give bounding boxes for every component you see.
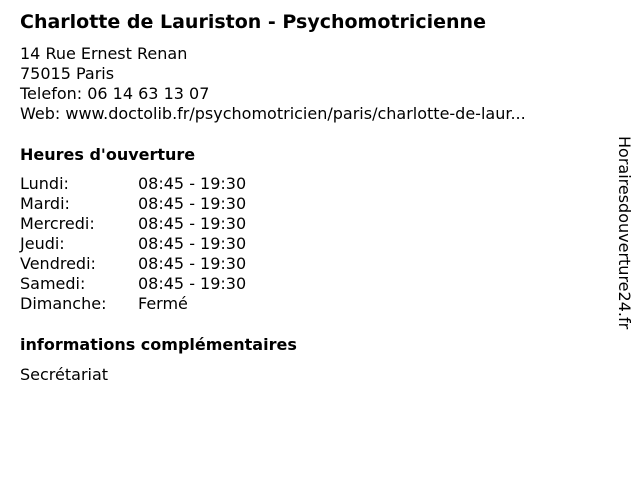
opening-hours-table (20, 174, 246, 314)
phone-number: Telefon: 06 14 63 13 07 (20, 84, 210, 103)
day-label: Samedi: (20, 274, 86, 293)
hours-row (20, 194, 246, 214)
day-hours: 08:45 - 19:30 (138, 214, 247, 233)
hours-row (20, 294, 246, 314)
day-label: Jeudi: (20, 234, 65, 253)
additional-info-heading: informations complémentaires (20, 335, 297, 354)
day-label: Vendredi: (20, 254, 96, 273)
day-hours: 08:45 - 19:30 (138, 174, 247, 193)
day-label: Mardi: (20, 194, 70, 213)
street-address: 14 Rue Ernest Renan (20, 44, 188, 63)
website-link[interactable]: Web: www.doctolib.fr/psychomotricien/paris/charlotte-de-laur... (20, 104, 526, 123)
additional-info-text: Secrétariat (20, 365, 109, 384)
page-title: Charlotte de Lauriston - Psychomotricienne (20, 11, 486, 33)
hours-row (20, 214, 246, 234)
day-hours: 08:45 - 19:30 (138, 234, 247, 253)
day-label: Dimanche: (20, 294, 107, 313)
city: 75015 Paris (20, 64, 115, 83)
opening-hours-heading: Heures d'ouverture (20, 145, 196, 164)
hours-row (20, 174, 246, 194)
day-hours: 08:45 - 19:30 (138, 274, 247, 293)
hours-row (20, 254, 246, 274)
address-block (20, 44, 526, 124)
day-hours: 08:45 - 19:30 (138, 254, 247, 273)
day-label: Mercredi: (20, 214, 95, 233)
day-label: Lundi: (20, 174, 69, 193)
site-watermark: Horairesdouverture24.fr (615, 136, 634, 330)
hours-row (20, 274, 246, 294)
hours-row (20, 234, 246, 254)
day-hours: 08:45 - 19:30 (138, 194, 247, 213)
day-hours: Fermé (138, 294, 188, 313)
